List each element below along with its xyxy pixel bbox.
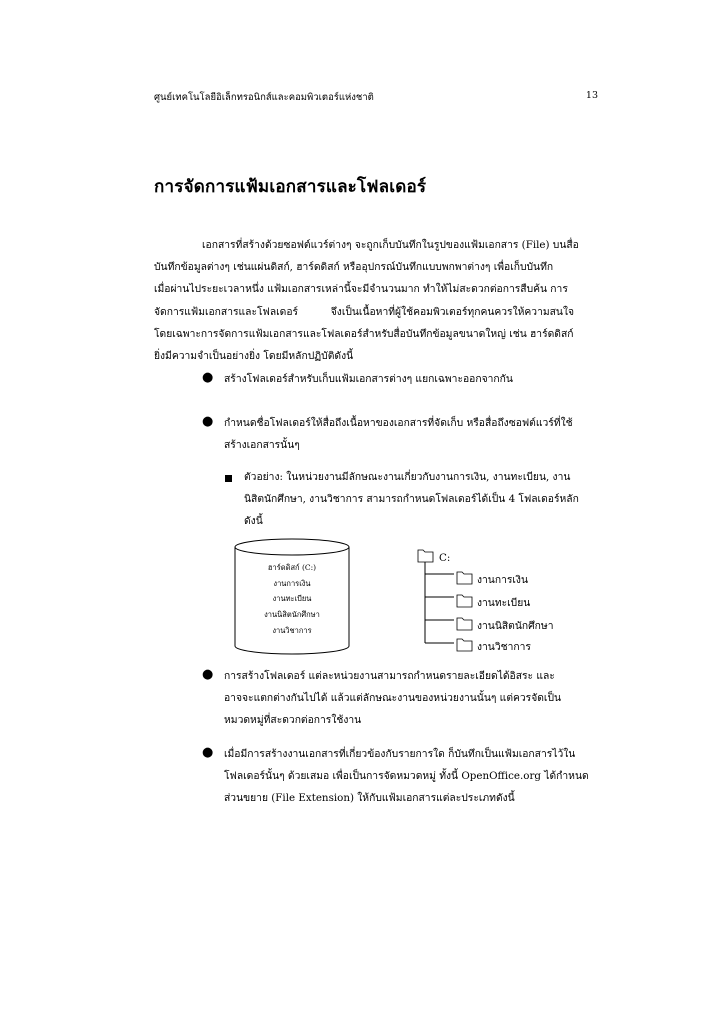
intro-line: เอกสารที่สร้างด้วยซอฟต์แวร์ต่างๆ จะถูกเก็บบันทึกในรูปของแฟ้มเอกสาร (File) บนสื่อ	[202, 239, 579, 251]
bullet-text: สร้างเอกสารนั้นๆ	[224, 439, 300, 451]
intro-line: จัดการแฟ้มเอกสารและโฟลเดอร์ จึงเป็นเนื้อหาที่ผู้ใช้คอมพิวเตอร์ทุกคนควรให้ความสนใจ	[154, 305, 575, 318]
bullet-text: อาจจะแตกต่างกันไปได้ แล้วแต่ลักษณะงานของหน่วยงานนั้นๆ แต่ควรจัดเป็น	[224, 692, 562, 704]
cylinder-item: งานนิสิตนักศึกษา	[264, 610, 320, 619]
intro-line: เมื่อผ่านไประยะเวลาหนึ่ง แฟ้มเอกสารเหล่านี้จะมีจำนวนมาก ทำให้ไม่สะดวกต่อการสืบค้น การ	[154, 283, 568, 296]
folder-label: งานทะเบียน	[477, 597, 531, 609]
section-title: การจัดการแฟ้มเอกสารและโฟลเดอร์	[154, 177, 427, 197]
bullet-dot-icon: ●	[202, 745, 214, 760]
bullet-text: กำหนดชื่อโฟลเดอร์ให้สื่อถึงเนื้อหาของเอกสารที่จัดเก็บ หรือสื่อถึงซอฟต์แวร์ที่ใช้	[224, 417, 573, 429]
folder-label: งานนิสิตนักศึกษา	[477, 620, 554, 632]
page-number: 13	[585, 90, 598, 101]
bullet-text: โฟลเดอร์นั้นๆ ด้วยเสมอ เพื่อเป็นการจัดหมวดหมู่ ทั้งนี้ OpenOffice.org ได้กำหนด	[224, 770, 589, 782]
folder-icon	[457, 618, 472, 630]
folder-icon	[457, 572, 472, 584]
intro-line: ยิ่งมีความจำเป็นอย่างยิ่ง โดยมีหลักปฏิบัติดังนี้	[154, 350, 354, 363]
cylinder-title: ฮาร์ดดิสก์ (C:)	[267, 563, 317, 572]
running-header: ศูนย์เทคโนโลยีอิเล็กทรอนิกส์และคอมพิวเตอร์แห่งชาติ	[154, 92, 374, 103]
bullet-dot-icon: ●	[202, 370, 214, 385]
bullet-dot-icon: ●	[202, 414, 214, 429]
bullet-text: หมวดหมู่ที่สะดวกต่อการใช้งาน	[224, 714, 362, 726]
bullet-text: ส่วนขยาย (File Extension) ให้กับแฟ้มเอกสารแต่ละประเภทดังนี้	[224, 792, 515, 804]
cylinder-item: งานทะเบียน	[272, 594, 312, 603]
folder-label: งานวิชาการ	[477, 641, 531, 653]
sub-bullet-text: นิสิตนักศึกษา, งานวิชาการ สามารถกำหนดโฟลเดอร์ได้เป็น 4 โฟลเดอร์หลัก	[244, 493, 579, 505]
intro-line: บันทึกข้อมูลต่างๆ เช่นแผ่นดิสก์, ฮาร์ดดิสก์ หรืออุปกรณ์บันทึกแบบพกพาต่างๆ เพื่อเก็บบันทึก	[154, 261, 554, 274]
sub-bullet-text: ดังนี้	[244, 515, 263, 527]
bullet-text: สร้างโฟลเดอร์สำหรับเก็บแฟ้มเอกสารต่างๆ แยกเฉพาะออกจากกัน	[224, 373, 513, 385]
cylinder-item: งานวิชาการ	[272, 626, 312, 635]
tree-connector-lines	[425, 562, 454, 643]
root-folder-label: C:	[439, 552, 451, 564]
bullet-text: การสร้างโฟลเดอร์ แต่ละหน่วยงานสามารถกำหนดรายละเอียดได้อิสระ และ	[224, 670, 555, 682]
cylinder-item: งานการเงิน	[273, 579, 311, 588]
folder-icon	[418, 550, 433, 562]
folder-icon	[457, 595, 472, 607]
bullet-dot-icon: ●	[202, 667, 214, 682]
folder-icon	[457, 639, 472, 651]
sub-bullet-text: ตัวอย่าง: ในหน่วยงานมีลักษณะงานเกี่ยวกับงานการเงิน, งานทะเบียน, งาน	[244, 471, 571, 483]
bullet-text: เมื่อมีการสร้างงานเอกสารที่เกี่ยวข้องกับรายการใด ก็บันทึกเป็นแฟ้มเอกสารไว้ใน	[224, 748, 576, 760]
intro-line: โดยเฉพาะการจัดการแฟ้มเอกสารและโฟลเดอร์สำหรับสื่อบันทึกข้อมูลขนาดใหญ่ เช่น ฮาร์ดดิสก์	[154, 327, 574, 340]
folder-label: งานการเงิน	[477, 574, 528, 586]
